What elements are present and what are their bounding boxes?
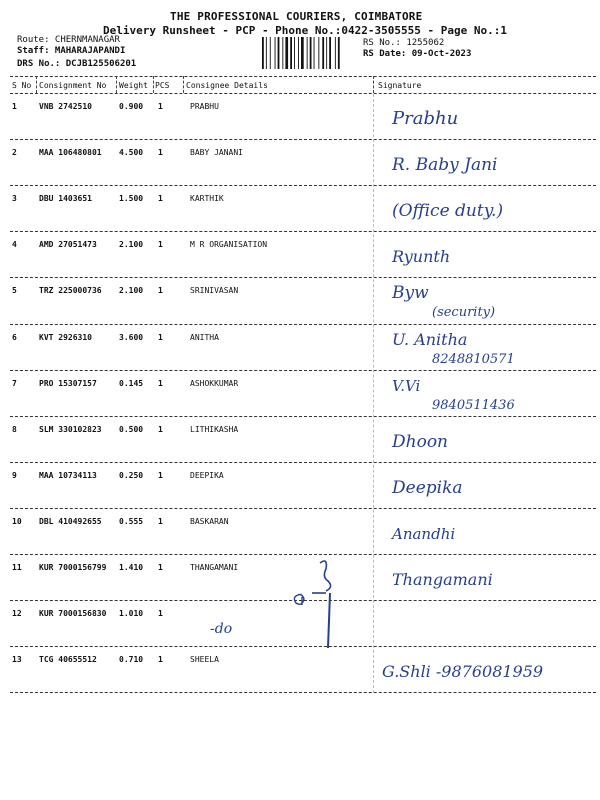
row-divider [10, 508, 596, 509]
scribble-mark [294, 595, 304, 606]
signature-note: 8248810571 [432, 351, 515, 367]
signature-text: Ryunth [392, 247, 451, 267]
handwritten-signature [372, 419, 594, 461]
signature-cell [372, 327, 594, 369]
signature-cell [372, 373, 594, 415]
cell-consignee: SRINIVASAN [190, 286, 239, 296]
column-divider [116, 76, 117, 93]
handwritten-signature [372, 327, 594, 369]
cell-weight: 1.010 [119, 609, 144, 619]
cell-sno: 5 [12, 286, 17, 296]
cell-sno: 8 [12, 424, 17, 434]
cell-weight: 1.410 [119, 563, 144, 572]
signature-text: V.Vi [392, 376, 421, 395]
cell-weight: 4.500 [119, 148, 144, 158]
barcode-bar [322, 37, 324, 69]
signature-note: 9840511436 [432, 397, 515, 413]
handwritten-signature [372, 511, 594, 553]
signature-text: (Office duty.) [392, 201, 504, 222]
cell-consignment: DBU 1403651 [39, 194, 92, 204]
barcode-bar [278, 37, 280, 69]
barcode-bar [338, 37, 340, 69]
cell-consignee: DEEPIKA [190, 470, 224, 480]
rs-number: RS No.: 1255062 [363, 38, 445, 48]
cell-sno: 11 [12, 563, 22, 572]
bracket-mark [320, 561, 331, 591]
column-divider [153, 76, 154, 93]
signature-text: Byw [392, 283, 429, 304]
cell-weight: 0.250 [119, 470, 144, 480]
cell-sno: 6 [12, 332, 17, 342]
signature-cell [372, 603, 594, 645]
runsheet-title: Delivery Runsheet - PCP - Phone No.:0422-3505555 - Page No.:1 [103, 24, 507, 37]
row-divider [10, 231, 596, 232]
handwritten-marks [200, 555, 380, 655]
cell-weight: 3.600 [119, 332, 144, 342]
signature-text: U. Anitha [392, 329, 468, 349]
cell-consignee: KARTHIK [190, 194, 224, 204]
barcode-bar [262, 37, 264, 69]
barcode-bar [307, 37, 308, 69]
barcode-image [262, 37, 357, 69]
row-divider [10, 370, 596, 371]
cell-consignment: MAA 10734113 [39, 470, 97, 480]
row-divider [10, 692, 596, 693]
cell-pcs: 1 [158, 424, 163, 434]
column-header-signature: Signature [378, 81, 422, 90]
staff-label: Staff: MAHARAJAPANDI [17, 46, 126, 56]
barcode-bar [294, 37, 295, 69]
barcode-bar [314, 37, 315, 69]
cell-sno: 4 [12, 240, 17, 250]
barcode-bar [275, 37, 276, 69]
signature-cell [372, 280, 594, 322]
cell-pcs: 1 [158, 655, 163, 665]
barcode-bar [335, 37, 336, 69]
column-header-weight: Weight [119, 81, 148, 90]
cell-consignment: KUR 7000156799 [39, 563, 107, 572]
cell-weight: 0.500 [119, 424, 144, 434]
drs-number: DRS No.: DCJB125506201 [17, 59, 137, 69]
cell-consignee: BASKARAN [190, 516, 229, 526]
barcode-bar [298, 37, 299, 69]
barcode-bar [282, 37, 283, 69]
column-header-consignment: Consignment No [39, 81, 107, 90]
handwritten-signature [372, 234, 594, 276]
column-divider [36, 76, 37, 93]
handwritten-signature [372, 465, 594, 507]
column-header-sno: S No [12, 81, 32, 90]
cell-consignment: KVT 2926310 [39, 332, 92, 342]
cell-consignment: VNB 2742510 [39, 102, 92, 111]
table-top-rule [10, 76, 596, 77]
barcode-bar [310, 37, 312, 69]
column-divider [373, 76, 374, 93]
cell-pcs: 1 [158, 563, 163, 572]
cell-sno: 2 [12, 148, 17, 158]
ditto-mark: -do [210, 621, 233, 637]
cell-consignment: SLM 330102823 [39, 424, 102, 434]
signature-cell [372, 142, 594, 184]
signature-cell [372, 188, 594, 230]
signature-cell [372, 511, 594, 553]
signature-text: Anandhi [392, 524, 456, 543]
row-divider [10, 185, 596, 186]
company-name: THE PROFESSIONAL COURIERS, COIMBATORE [170, 10, 423, 23]
cell-pcs: 1 [158, 240, 163, 250]
cell-weight: 2.100 [119, 286, 144, 296]
cell-consignment: PRO 15307157 [39, 378, 97, 388]
cell-consignee: LITHIKASHA [190, 424, 239, 434]
cell-pcs: 1 [158, 470, 163, 480]
cell-pcs: 1 [158, 286, 163, 296]
cell-consignment: TRZ 225000736 [39, 286, 102, 296]
cell-sno: 7 [12, 378, 17, 388]
table-header-rule [10, 93, 596, 94]
cell-weight: 0.145 [119, 378, 144, 388]
signature-text: Deepika [392, 477, 463, 498]
cell-consignee: BABY JANANI [190, 148, 243, 158]
cell-consignee: ANITHA [190, 332, 219, 342]
cell-pcs: 1 [158, 148, 163, 158]
barcode-bar [285, 37, 288, 69]
barcode-bar [329, 37, 331, 69]
row-divider [10, 462, 596, 463]
barcode-bar [290, 37, 292, 69]
cell-sno: 13 [12, 655, 22, 665]
row-divider [10, 139, 596, 140]
cell-consignment: TCG 40655512 [39, 655, 97, 665]
signature-cell [372, 557, 594, 599]
cell-weight: 1.500 [119, 194, 144, 204]
handwritten-signature [372, 142, 594, 184]
signature-text: R. Baby Jani [392, 155, 498, 176]
row-divider [10, 416, 596, 417]
cell-pcs: 1 [158, 102, 163, 111]
row-divider [10, 324, 596, 325]
signature-text: G.Shli -9876081959 [382, 662, 544, 682]
signature-cell [372, 465, 594, 507]
handwritten-signature [372, 603, 594, 645]
cell-sno: 12 [12, 609, 22, 619]
cell-weight: 0.900 [119, 102, 144, 111]
barcode-bar [326, 37, 327, 69]
signature-cell [372, 234, 594, 276]
row-divider [10, 277, 596, 278]
cell-sno: 10 [12, 516, 22, 526]
barcode-bar [301, 37, 304, 69]
signature-text: Prabhu [392, 108, 459, 129]
signature-cell [372, 419, 594, 461]
cell-consignment: KUR 7000156830 [39, 609, 107, 619]
handwritten-signature [372, 373, 594, 415]
signature-cell [372, 96, 594, 138]
signature-note: (security) [432, 305, 496, 321]
cell-pcs: 1 [158, 194, 163, 204]
cell-pcs: 1 [158, 516, 163, 526]
barcode-bar [318, 37, 319, 69]
cell-pcs: 1 [158, 332, 163, 342]
cell-consignee: M R ORGANISATION [190, 240, 268, 250]
handwritten-signature [372, 649, 594, 691]
column-header-pcs: PCS [155, 81, 170, 90]
handwritten-signature [372, 188, 594, 230]
cell-consignee: ASHOKKUMAR [190, 378, 239, 388]
barcode-bar [266, 37, 267, 69]
cell-consignment: MAA 106480801 [39, 148, 102, 158]
cell-sno: 9 [12, 470, 17, 480]
cell-pcs: 1 [158, 378, 163, 388]
barcode-bar [270, 37, 271, 69]
handwritten-signature [372, 557, 594, 599]
signature-cell [372, 649, 594, 691]
cell-sno: 1 [12, 102, 17, 111]
cell-consignment: DBL 410492655 [39, 516, 102, 526]
cell-consignee: SHEELA [190, 655, 219, 665]
route-label: Route: CHERNMANAGAR [17, 35, 120, 45]
cell-weight: 2.100 [119, 240, 144, 250]
signature-text: Thangamani [392, 570, 493, 589]
signature-text: Dhoon [392, 431, 448, 452]
cell-consignment: AMD 27051473 [39, 240, 97, 250]
cell-consignee: PRABHU [190, 102, 219, 111]
cell-weight: 0.555 [119, 516, 144, 526]
cell-consignee: THANGAMANI [190, 563, 239, 572]
vertical-stroke-mark [328, 593, 330, 648]
column-header-consignee: Consignee Details [186, 81, 268, 90]
handwritten-signature [372, 280, 594, 322]
cell-pcs: 1 [158, 609, 163, 619]
cell-weight: 0.710 [119, 655, 144, 665]
cell-sno: 3 [12, 194, 17, 204]
column-divider [183, 76, 184, 93]
handwritten-signature [372, 96, 594, 138]
rs-date: RS Date: 09-Oct-2023 [363, 49, 472, 59]
